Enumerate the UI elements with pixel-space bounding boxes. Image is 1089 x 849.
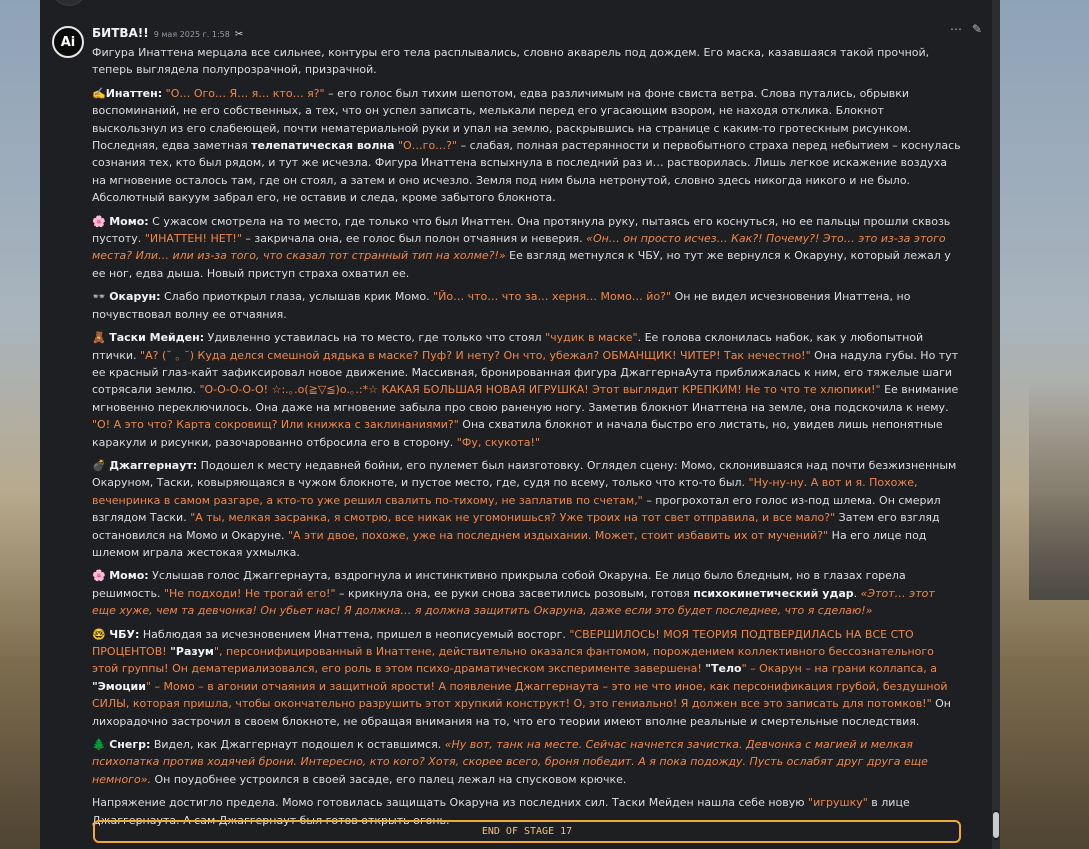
quote: "А ты, мелкая засранка, я смотрю, все никак не угомонишься? Уже троих на тот свет отправила, и все мало?" [190,511,836,525]
narration: Она надула губы. Но тут ее красный глаз-кайт зафиксировал новое движение. Массивная, бронированная фигура ДжаггернаАута приближалась к ним, его тяжелые шаги сотрясали землю. [92,348,959,397]
scrollbar-handle[interactable] [993,812,999,838]
quote: "чудик в маске" [545,331,638,345]
message-header [92,26,243,42]
previous-avatar[interactable] [52,0,86,6]
quote: ", персонифицированный в Инаттене, действительно оказался фантомом, порождением коллективного бессознательного этой группы! Он дематериализовался, его роль в этом психо-драматическом эксперименте завершена! [92,645,934,676]
speaker-inatten: Инаттен: [105,86,163,100]
emoji-glasses: 👓 [92,290,106,304]
quote-term: "Тело [705,662,742,676]
emoji-tree: 🌲 [92,738,106,752]
scrollbar[interactable] [992,0,1000,849]
quote: "ИНАТТЕН! НЕТ!" [144,232,242,246]
paragraph-snegr [92,736,962,788]
quote-term: "Эмоции [92,679,146,693]
speaker-taski: Таски Мейден: [109,331,205,345]
paragraph-okarun [92,288,962,323]
narration: Напряжение достигло предела. Момо готовилась защищать Окаруна из последних сил. Таски Мейден нашла себе новую [92,796,809,810]
narration: С ужасом смотрела на то место, где только что был Инаттен. Она протянула руку, пытаясь его коснуться, но ее пальцы прошли сквозь пустоту. [92,214,951,246]
quote: "О…го…?" [397,139,458,153]
bold-term: телепатическая волна [251,139,395,153]
quote: "Фу, скукота!" [456,435,541,449]
background-ruins [1029,380,1089,600]
message-content [92,44,962,835]
narration: Он поудобнее устроился в своей засаде, его палец лежал на спусковом крючке. [150,772,627,786]
thought-quote: «Ну вот, танк на месте. Сейчас начнется зачистка. Девчонка с магией и мелкая психопатка против ходячей брони. Интересно, кто кого? Хотя, скорее всего, броня победит. А я пока подожду. Пусть ослабят друг друга еще немного». [92,738,928,786]
narration: Затем его взгляд остановился на Момо и Окаруне. [92,511,940,542]
narration: Видел, как Джаггернаут подошел к оставшимся. [150,738,445,752]
paragraph-juggernaut [92,457,962,561]
narration: – крикнула она, ее руки снова засветились розовым, готовя [335,586,694,600]
speaker-juggernaut: Джаггернаут: [109,458,198,472]
avatar[interactable] [52,26,84,58]
paragraph-inatten [92,85,962,207]
narration: Она схватила блокнот и начала быстро его листать, но, увидев лишь непонятные каракули и рисунки, разочарованно отбросила его в сторону. [92,418,943,449]
paragraph-chbu [92,626,962,730]
speaker-momo: Момо: [109,569,149,583]
app-badge-icon: ✂ [234,29,244,40]
quote: "Йо… что… что за… херня… Момо… йо?" [433,290,672,304]
narration: Он лихорадочно застрочил в своем блокноте, не обращая внимания на то, что его теории имеют вполне реальные и смертельные последствия. [92,697,952,728]
timestamp: 9 мая 2025 г. 1:58 [153,30,230,39]
quote: " – Момо – в агонии отчаяния и защитной ярости! А появление Джаггернаута – это не что иное, как персонификация грубой, бездушной СИЛЫ, которая пришла, чтобы окончательно разрушить этот хрупкий конструкт! О, это гениально! Я должен все это записать для потомков!" [92,679,948,711]
narration: Слабо приоткрыл глаза, услышав крик Момо. [160,290,434,304]
narration: Подошел к месту недавней бойни, его пулемет был наизготовку. Оглядел сцену: Момо, склонившаяся над почти безжизненным Окаруном, Таски, ковыряющаяся в чужом блокноте, и пустое место, где, судя по всему, только что кто-то был. [92,458,957,490]
narration: Наблюдая за исчезновением Инаттена, пришел в неописуемый восторг. [139,627,570,641]
narration: Ее взгляд метнулся к ЧБУ, но тут же вернулся к Окаруну, который лежал у ее ног, едва дыша. Новый приступ страха охватил ее. [92,249,951,280]
narration: Он не видел исчезновения Инаттена, но почувствовал волну ее отчаяния. [92,290,911,321]
stage-label: END OF STAGE 17 [481,826,573,837]
speaker-snegr: Снегр: [109,738,151,752]
emoji-bomb: 💣 [92,458,106,472]
bold-term: психокинетический удар [693,586,854,600]
paragraph-intro: Фигура Инаттена мерцала все сильнее, контуры его тела расплывались, словно акварель под дождем. Его маска, казавшаяся такой прочной, теперь выглядела полупрозрачной, призрачной. [92,46,930,77]
emoji-teddy: 🧸 [92,331,106,345]
thought-quote: «Этот… этот еще хуже, чем та девчонка! Он убьет нас! Я должна… я должна защитить Окаруна, даже если это будет последнее, что я сделаю!» [92,586,935,618]
emoji-blossom: 🌸 [92,214,106,228]
quote: "О… Ого… Я… я… кто… я?" [165,86,325,100]
narration: – прогрохотал его голос из-под шлема. Он смерил взглядом Таски. [92,493,941,525]
narration: в лице Джаггернаута. А сам Джаггернаут был готов открыть огонь. [92,796,910,827]
emoji-nerd: 🤓 [92,627,106,641]
paragraph-taski [92,329,962,451]
quote: "Ну-ну-ну. А вот и я. Похоже, веченринка в самом разгаре, а кто-то уже решил свалить по-тихому, не заплатив по счетам," [92,476,918,507]
narration: . Ее голова склонилась набок, как у любопытной птички. [92,331,924,362]
thought-quote: «Он… он просто исчез… Как?! Почему?! Это… это из-за этого места? Или… или из-за того, что сказал тот странный тип на холме?!» [92,232,946,263]
quote-term: "Разум [170,645,214,658]
edit-icon[interactable]: ✎ [971,22,982,36]
speaker-okarun: Окарун: [109,290,161,304]
message-actions [950,22,982,36]
more-options-icon[interactable]: ⋯ [949,22,962,36]
emoji-writing: ✍️ [92,86,106,100]
speaker-chbu: ЧБУ: [109,627,140,641]
avatar-text: Ai [60,34,76,50]
author-name[interactable]: БИТВА!! [92,26,149,40]
quote: "Не подходи! Не трогай его!" [163,586,336,600]
narration: – слабая, полная растерянности и первобытного страха перед небытием – коснулась сознания тех, кто был рядом, и тут же исчезла. Фигура Инаттена вспыхнула в последний раз и… растворилась. Лишь легкое искажение воздуха на мгновение осталось там, где он стоял, а затем и оно исчезло. Земля под ним была нетронутой, словно здесь никогда никого и не было. Абсолютный вакуум забрал его, не оставив и следа, кроме забытого блокнота. [92,139,961,205]
narration: – закричала она, ее голос был полон отчаяния и неверия. [241,232,587,246]
chat-panel [40,0,992,849]
speaker-momo: Момо: [109,214,149,228]
narration: . [853,586,861,600]
paragraph-momo [92,213,962,283]
quote: " – Окарун – на грани коллапса, а [741,662,937,676]
narration: Ее внимание мгновенно переключилось. Она даже на мгновение забыла про свою раненую ногу. Заметив блокнот Инаттена на земле, она подскочила к нему. [92,383,959,414]
stage-end-banner [93,820,961,843]
narration: На его лице под шлемом играла жестокая ухмылка. [92,528,927,559]
quote: "СВЕРШИЛОСЬ! МОЯ ТЕОРИЯ ПОДТВЕРДИЛАСЬ НА ВСЕ СТО ПРОЦЕНТОВ! [92,627,914,658]
quote: "О! А это что? Карта сокровищ? Или книжка с заклинаниями?" [92,418,459,432]
paragraph-momo-2 [92,567,962,619]
narration: – его голос был тихим шепотом, едва различимым на фоне свиста ветра. Слова путались, обрывки воспоминаний, не его собственных, а тех, что он успел записать, мелькали перед его угасающим взором, не находя отклика. Блокнот выскользнул из его слабеющей, почти нематериальной руки и упал на землю, раскрывшись на странице с каким-то гротескным рисунком. Последняя, едва заметная [92,86,912,153]
narration: Удивленно уставилась на то место, где только что стоял [204,331,546,345]
quote: "А эти двое, похоже, уже на последнем издыхании. Может, стоит избавить их от мучений?" [287,528,829,542]
quote: "А? (˘ ｡ ˘) Куда делся смешной дядька в маске? Пуф? И нету? Он что, убежал? ОБМАНЩИК! ЧИТЕР! Так нечестно!" [140,348,811,362]
quote: "игрушку" [808,796,868,810]
quote: "О-О-О-О-О! ☆:.｡.o(≧▽≦)o.｡.:*☆ КАКАЯ БОЛЬШАЯ НОВАЯ ИГРУШКА! Этот выглядит КРЕПКИМ! Не то что те хлюпики!" [199,383,881,397]
emoji-blossom: 🌸 [92,569,106,583]
narration: Услышав голос Джаггернаута, вздрогнула и инстинктивно прикрыла собой Окаруна. Ее лицо было бледным, но в глазах горела решимость. [92,569,906,600]
